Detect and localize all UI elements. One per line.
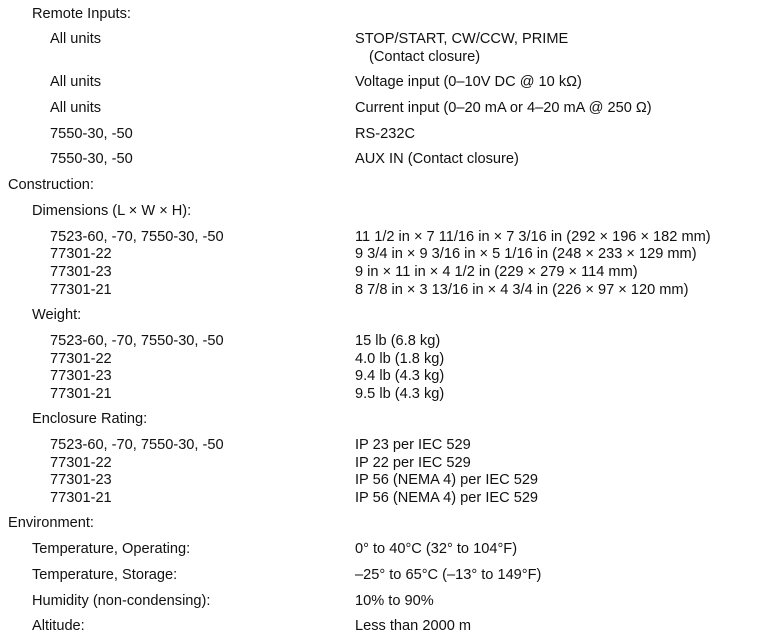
remote-inputs-heading: Remote Inputs: — [32, 6, 131, 22]
dimensions-value: 11 1/2 in × 7 11/16 in × 7 3/16 in (292 × 196 × 182 mm) — [355, 229, 711, 245]
environment-label: Temperature, Operating: — [32, 541, 191, 557]
environment-label: Temperature, Storage: — [32, 567, 178, 583]
weight-value: 15 lb (6.8 kg) — [355, 333, 441, 349]
weight-heading: Weight: — [32, 307, 82, 323]
environment-label: Humidity (non-condensing): — [32, 593, 211, 609]
enclosure-model-label: 77301-22 — [50, 455, 112, 471]
dimensions-value: 9 in × 11 in × 4 1/2 in (229 × 279 × 114 mm) — [355, 264, 638, 280]
remote-input-label: All units — [50, 100, 102, 116]
dimensions-model-label: 7523-60, -70, 7550-30, -50 — [50, 229, 224, 245]
environment-value: Less than 2000 m — [355, 618, 472, 634]
remote-input-label: All units — [50, 31, 102, 47]
dimensions-model-label: 77301-23 — [50, 264, 112, 280]
remote-input-label: 7550-30, -50 — [50, 126, 133, 142]
weight-value: 9.5 lb (4.3 kg) — [355, 386, 445, 402]
enclosure-rating-heading: Enclosure Rating: — [32, 411, 148, 427]
enclosure-model-label: 7523-60, -70, 7550-30, -50 — [50, 437, 224, 453]
remote-input-label: 7550-30, -50 — [50, 151, 133, 167]
dimensions-heading: Dimensions (L × W × H): — [32, 203, 192, 219]
environment-value: 10% to 90% — [355, 593, 434, 609]
dimensions-model-label: 77301-22 — [50, 246, 112, 262]
environment-value: –25° to 65°C (–13° to 149°F) — [355, 567, 542, 583]
remote-input-value: Voltage input (0–10V DC @ 10 kΩ) — [355, 74, 582, 90]
remote-input-label: All units — [50, 74, 102, 90]
enclosure-model-label: 77301-21 — [50, 490, 112, 506]
dimensions-model-label: 77301-21 — [50, 282, 112, 298]
weight-value: 9.4 lb (4.3 kg) — [355, 368, 445, 384]
weight-model-label: 77301-21 — [50, 386, 112, 402]
remote-input-value: AUX IN (Contact closure) — [355, 151, 519, 167]
enclosure-rating-value: IP 23 per IEC 529 — [355, 437, 471, 453]
remote-input-value: RS-232C — [355, 126, 416, 142]
weight-model-label: 7523-60, -70, 7550-30, -50 — [50, 333, 224, 349]
enclosure-rating-value: IP 56 (NEMA 4) per IEC 529 — [355, 472, 539, 488]
enclosure-rating-value: IP 22 per IEC 529 — [355, 455, 471, 471]
weight-model-label: 77301-23 — [50, 368, 112, 384]
enclosure-model-label: 77301-23 — [50, 472, 112, 488]
dimensions-value: 8 7/8 in × 3 13/16 in × 4 3/4 in (226 × 97 × 120 mm) — [355, 282, 689, 298]
environment-value: 0° to 40°C (32° to 104°F) — [355, 541, 518, 557]
construction-heading: Construction: — [8, 177, 94, 193]
environment-heading: Environment: — [8, 515, 94, 531]
dimensions-value: 9 3/4 in × 9 3/16 in × 5 1/16 in (248 × 233 × 129 mm) — [355, 246, 697, 262]
weight-value: 4.0 lb (1.8 kg) — [355, 351, 445, 367]
remote-input-value: STOP/START, CW/CCW, PRIME — [355, 31, 569, 47]
remote-input-value: Current input (0–20 mA or 4–20 mA @ 250 Ω) — [355, 100, 652, 116]
remote-input-value-note: (Contact closure) — [369, 49, 481, 65]
weight-model-label: 77301-22 — [50, 351, 112, 367]
enclosure-rating-value: IP 56 (NEMA 4) per IEC 529 — [355, 490, 539, 506]
environment-label: Altitude: — [32, 618, 85, 634]
